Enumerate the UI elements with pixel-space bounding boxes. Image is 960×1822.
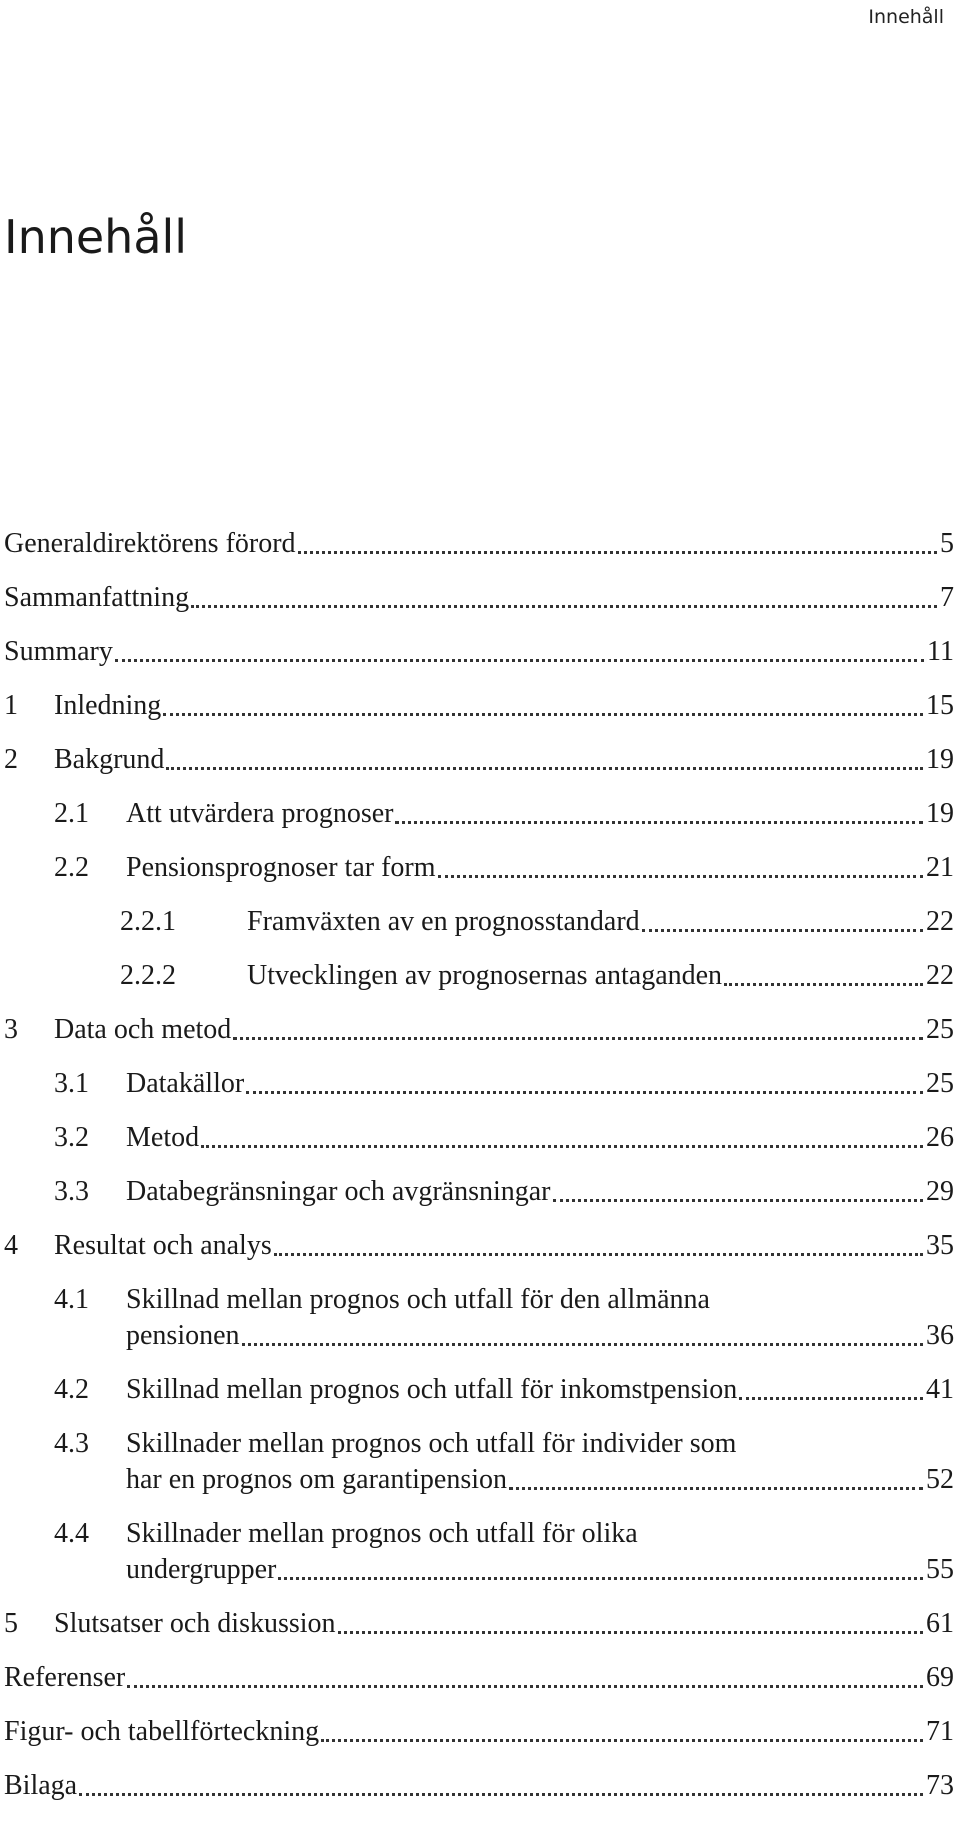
toc-entry-title: Data och metod [54, 1014, 232, 1045]
table-of-contents [4, 526, 954, 1822]
toc-entry-body [4, 688, 954, 724]
dot-leader [509, 1487, 923, 1490]
dot-leader [233, 1037, 923, 1040]
toc-entry-body [4, 1372, 954, 1408]
toc-entry-title: Pensionsprognoser tar form [126, 852, 436, 883]
toc-entry-body [4, 580, 954, 616]
dot-leader [166, 767, 923, 770]
toc-entry-title: Bilaga [4, 1770, 78, 1801]
toc-entry-line [126, 1462, 954, 1498]
running-header: Innehåll [868, 6, 944, 28]
toc-entry[interactable] [4, 634, 954, 670]
dot-leader [127, 1685, 923, 1688]
toc-entry[interactable] [4, 1120, 954, 1156]
toc-entry-number: 3.1 [54, 1068, 89, 1099]
toc-entry-title: pensionen [126, 1320, 240, 1351]
toc-entry-page-number: 69 [926, 1662, 954, 1693]
toc-entry[interactable] [4, 1660, 954, 1696]
dot-leader [321, 1739, 923, 1742]
toc-entry-body [4, 1012, 954, 1048]
toc-entry-number: 4.2 [54, 1374, 89, 1405]
toc-entry-number: 4 [4, 1230, 18, 1261]
dot-leader [191, 605, 937, 608]
toc-entry-page-number: 41 [926, 1374, 954, 1405]
toc-entry-number: 3.3 [54, 1176, 89, 1207]
toc-entry[interactable] [4, 1768, 954, 1804]
toc-entry[interactable] [4, 1066, 954, 1102]
dot-leader [338, 1631, 923, 1634]
toc-entry-page-number: 29 [926, 1176, 954, 1207]
toc-entry[interactable] [4, 1606, 954, 1642]
toc-entry-title: har en prognos om garantipension [126, 1464, 508, 1495]
toc-entry-number: 3 [4, 1014, 18, 1045]
toc-entry-number: 2.2 [54, 852, 89, 883]
toc-entry-title: Skillnader mellan prognos och utfall för individer som [126, 1428, 737, 1459]
dot-leader [274, 1253, 923, 1256]
toc-entry-page-number: 22 [926, 960, 954, 991]
toc-entry[interactable] [4, 1372, 954, 1408]
toc-entry-page-number: 7 [940, 582, 954, 613]
toc-entry[interactable] [4, 526, 954, 562]
toc-entry-page-number: 5 [940, 528, 954, 559]
toc-entry-page-number: 21 [926, 852, 954, 883]
toc-entry-body [4, 1228, 954, 1264]
toc-entry-line [126, 1282, 954, 1318]
toc-entry-number: 2 [4, 744, 18, 775]
toc-entry-title: Sammanfattning [4, 582, 190, 613]
toc-entry-title: Bakgrund [54, 744, 165, 775]
toc-entry-title: Framväxten av en prognosstandard [247, 906, 640, 937]
toc-entry-body [4, 1174, 954, 1210]
toc-entry-page-number: 25 [926, 1068, 954, 1099]
toc-entry-body [4, 1714, 954, 1750]
toc-entry-body [4, 1660, 954, 1696]
toc-entry-title: Skillnad mellan prognos och utfall för inkomstpension [126, 1374, 738, 1405]
toc-entry[interactable] [4, 1174, 954, 1210]
toc-entry-page-number: 73 [926, 1770, 954, 1801]
toc-entry[interactable] [4, 1516, 954, 1588]
dot-leader [163, 713, 923, 716]
toc-entry-title: Slutsatser och diskussion [54, 1608, 336, 1639]
toc-entry-number: 1 [4, 690, 18, 721]
toc-entry-body [4, 1120, 954, 1156]
toc-entry-title: Databegränsningar och avgränsningar [126, 1176, 551, 1207]
toc-entry-line [126, 1318, 954, 1354]
toc-entry[interactable] [4, 688, 954, 724]
toc-entry-page-number: 35 [926, 1230, 954, 1261]
dot-leader [553, 1199, 924, 1202]
toc-entry-body [4, 1516, 954, 1588]
toc-entry-body [4, 1066, 954, 1102]
toc-entry-page-number: 19 [926, 744, 954, 775]
toc-entry-title: undergrupper [126, 1554, 277, 1585]
toc-entry-title: Referenser [4, 1662, 126, 1693]
toc-entry-title: Skillnad mellan prognos och utfall för den allmänna [126, 1284, 710, 1315]
toc-entry-body [4, 1282, 954, 1354]
toc-entry-title: Figur- och tabellförteckning [4, 1716, 320, 1747]
toc-entry-title: Summary [4, 636, 113, 667]
toc-entry-body [4, 1768, 954, 1804]
dot-leader [201, 1145, 923, 1148]
dot-leader [79, 1793, 923, 1796]
toc-entry-number: 2.2.2 [120, 960, 176, 991]
toc-entry-page-number: 22 [926, 906, 954, 937]
toc-entry-title: Metod [126, 1122, 200, 1153]
dot-leader [739, 1397, 923, 1400]
toc-entry-body [4, 796, 954, 832]
toc-entry-title: Inledning [54, 690, 162, 721]
toc-entry-body [4, 1606, 954, 1642]
toc-entry-title: Skillnader mellan prognos och utfall för olika [126, 1518, 638, 1549]
dot-leader [246, 1091, 923, 1094]
toc-entry[interactable] [4, 742, 954, 778]
toc-entry-title: Utvecklingen av prognosernas antaganden [247, 960, 723, 991]
toc-entry-line [126, 1552, 954, 1588]
dot-leader [115, 659, 924, 662]
toc-entry[interactable] [4, 1282, 954, 1354]
toc-entry[interactable] [4, 958, 954, 994]
toc-entry-number: 4.4 [54, 1518, 89, 1549]
toc-entry-number: 4.3 [54, 1428, 89, 1459]
toc-entry[interactable] [4, 1714, 954, 1750]
toc-entry-page-number: 61 [926, 1608, 954, 1639]
dot-leader [298, 551, 937, 554]
toc-entry[interactable] [4, 1228, 954, 1264]
toc-entry[interactable] [4, 796, 954, 832]
toc-entry-page-number: 52 [926, 1464, 954, 1495]
toc-entry-body [4, 850, 954, 886]
toc-entry[interactable] [4, 850, 954, 886]
toc-entry-title: Generaldirektörens förord [4, 528, 296, 559]
toc-entry[interactable] [4, 904, 954, 940]
toc-entry-body [4, 634, 954, 670]
toc-entry-title: Att utvärdera prognoser [126, 798, 394, 829]
dot-leader [438, 875, 923, 878]
toc-entry-page-number: 71 [926, 1716, 954, 1747]
toc-entry-line [126, 1516, 954, 1552]
toc-entry-page-number: 25 [926, 1014, 954, 1045]
toc-entry[interactable] [4, 1426, 954, 1498]
toc-entry-number: 5 [4, 1608, 18, 1639]
page-title: Innehåll [4, 210, 188, 264]
toc-entry-page-number: 55 [926, 1554, 954, 1585]
toc-entry[interactable] [4, 1012, 954, 1048]
dot-leader [242, 1343, 923, 1346]
toc-entry-number: 2.1 [54, 798, 89, 829]
toc-entry-page-number: 11 [927, 636, 954, 667]
dot-leader [724, 983, 923, 986]
toc-entry-page-number: 19 [926, 798, 954, 829]
toc-entry-number: 2.2.1 [120, 906, 176, 937]
toc-entry-page-number: 15 [926, 690, 954, 721]
toc-entry-body [4, 742, 954, 778]
toc-entry-number: 3.2 [54, 1122, 89, 1153]
toc-entry-body [4, 526, 954, 562]
dot-leader [395, 821, 923, 824]
toc-entry[interactable] [4, 580, 954, 616]
dot-leader [278, 1577, 923, 1580]
toc-entry-page-number: 26 [926, 1122, 954, 1153]
toc-entry-title: Resultat och analys [54, 1230, 272, 1261]
dot-leader [642, 929, 923, 932]
toc-entry-line [126, 1426, 954, 1462]
toc-entry-body [4, 1426, 954, 1498]
toc-entry-number: 4.1 [54, 1284, 89, 1315]
toc-entry-title: Datakällor [126, 1068, 245, 1099]
toc-entry-page-number: 36 [926, 1320, 954, 1351]
